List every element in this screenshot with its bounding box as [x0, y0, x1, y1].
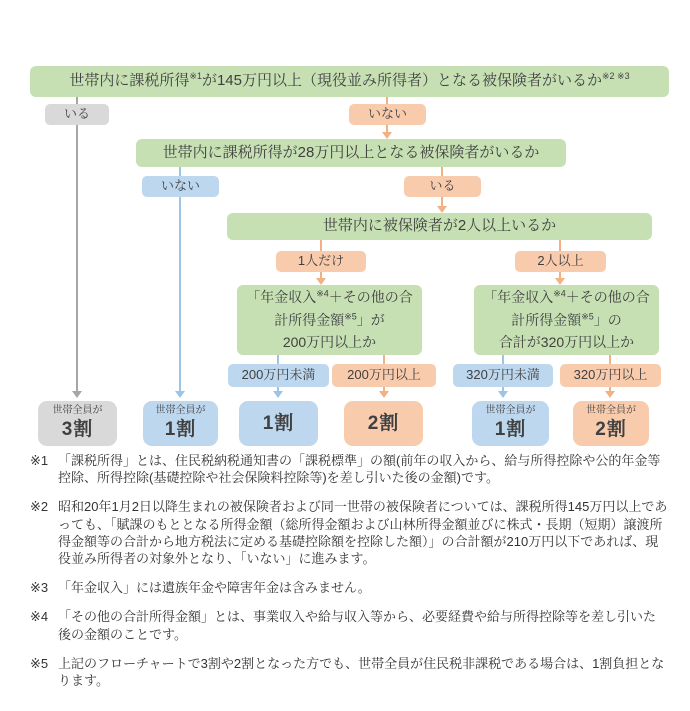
question-top-income145-text: 世帯内に課税所得$^{※1}$が145万円以上（現役並み所得者）となる被保険者がいるか$^{※2 ※3}$ — [69, 71, 630, 90]
branch-q3-two — [515, 251, 606, 272]
arrowhead-result4 — [379, 391, 389, 398]
result-value: 2割 — [595, 418, 627, 440]
result-1wari-all-a — [143, 401, 218, 446]
footnote-marker: ※1 — [30, 453, 49, 468]
footnote-1 — [30, 452, 668, 486]
result-2wari — [344, 401, 423, 446]
branch-q4-over — [332, 364, 436, 387]
footnotes — [30, 452, 668, 701]
branch-q3-one-label: 1人だけ — [297, 253, 345, 269]
question-two-insured — [227, 213, 652, 240]
branch-q1-yes — [45, 104, 109, 125]
question-pension-200 — [237, 285, 422, 355]
question-income28-text: 世帯内に課税所得が28万円以上となる被保険者がいるか — [162, 143, 540, 161]
branch-q4-under — [228, 364, 329, 387]
result-2wari-all — [573, 401, 649, 446]
result-value: 1割 — [164, 418, 197, 440]
footnote-5 — [30, 655, 668, 689]
branch-q1-no — [349, 104, 426, 125]
branch-q3-one — [276, 251, 366, 272]
branch-q2-yes — [404, 176, 481, 197]
question-top-income145 — [30, 66, 669, 97]
branch-q3-two-label: 2人以上 — [537, 253, 584, 269]
footnote-text: 「年金収入」には遺族年金や障害年金は含みません。 — [58, 580, 371, 596]
question-pension-200-text: 「年金収入$^{※4}$＋その他の合計所得金額$^{※5}$」が 200万円以上か — [246, 288, 413, 351]
footnote-marker: ※4 — [30, 609, 49, 625]
arrowhead-result5 — [498, 391, 508, 398]
footnote-text: 昭和20年1月2日以降生まれの被保険者および同一世帯の被保険者については、課税所得145万円以上であっても、「賦課のもととなる所得金額（総所得金額および山林所得金額並びに株式・長期（短期）譲渡所得金額等の合計から地方税法に定める基礎控除額を控除した額）」の合計額が210万円以下であれば、現役並み所得者の対象外となり、「いない」に進みます。 — [58, 499, 668, 567]
arrowhead-result3 — [273, 391, 283, 398]
footnote-text: 上記のフローチャートで3割や2割となった方でも、世帯全員が住民税非課税である場合は、1割負担となります。 — [58, 655, 665, 689]
question-income28 — [136, 139, 566, 167]
result-1wari — [239, 401, 318, 446]
footnote-4 — [30, 608, 668, 642]
branch-q5-under-label: 320万円未満 — [466, 367, 540, 383]
arrowhead-result6 — [605, 391, 615, 398]
footnote-marker: ※3 — [30, 580, 49, 596]
footnote-2 — [30, 498, 668, 567]
result-value: 3割 — [61, 418, 94, 440]
branch-q2-no-label: いない — [160, 178, 200, 194]
branch-q1-no-label: いない — [367, 106, 407, 122]
result-subtitle: 世帯全員が — [586, 405, 636, 417]
branch-q1-yes-label: いる — [63, 106, 90, 122]
branch-q4-under-label: 200万円未満 — [241, 367, 316, 383]
result-subtitle: 世帯全員が — [485, 405, 536, 417]
footnote-text: 「課税所得」とは、住民税納税通知書の「課税標準」の額(前年の収入から、給与所得控除や公的年金等控除、所得控除(基礎控除や社会保険料控除等)を差し引いた後の金額)です。 — [58, 453, 661, 486]
footnote-marker: ※2 — [30, 499, 49, 515]
result-value: 1割 — [494, 418, 527, 440]
result-subtitle: 世帯全員が — [155, 405, 206, 417]
arrowhead-result2 — [175, 391, 185, 398]
branch-q5-under — [453, 364, 553, 387]
branch-q5-over — [560, 364, 661, 387]
question-two-insured-text: 世帯内に被保険者が2人以上いるか — [322, 217, 557, 235]
arrowhead-q4 — [316, 278, 326, 285]
footnote-marker: ※5 — [30, 655, 49, 671]
branch-q2-yes-label: いる — [429, 178, 456, 194]
result-value: 2割 — [367, 412, 400, 434]
footnote-text: 「その他の合計所得金額」とは、事業収入や給与収入等から、必要経費や給与所得控除等を差し引いた後の金額のことです。 — [58, 609, 657, 642]
question-pension-320-text: 「年金収入$^{※4}$＋その他の合計所得金額$^{※5}$」の 合計が320万円以上か — [483, 288, 650, 351]
arrowhead-q3 — [437, 206, 447, 213]
footnote-3 — [30, 579, 668, 596]
connector-q1-to-result1 — [76, 97, 78, 393]
result-3wari-all — [38, 401, 117, 446]
arrowhead-result1 — [72, 391, 82, 398]
arrowhead-q2 — [382, 132, 392, 139]
question-pension-320 — [474, 285, 659, 355]
result-value: 1割 — [262, 412, 295, 434]
branch-q4-over-label: 200万円以上 — [347, 367, 421, 383]
result-1wari-all-b — [472, 401, 549, 446]
arrowhead-q5 — [555, 278, 565, 285]
branch-q2-no — [142, 176, 219, 197]
result-subtitle: 世帯全員が — [52, 405, 103, 417]
branch-q5-over-label: 320万円以上 — [573, 367, 648, 383]
connector-q2-to-result2 — [179, 167, 181, 393]
